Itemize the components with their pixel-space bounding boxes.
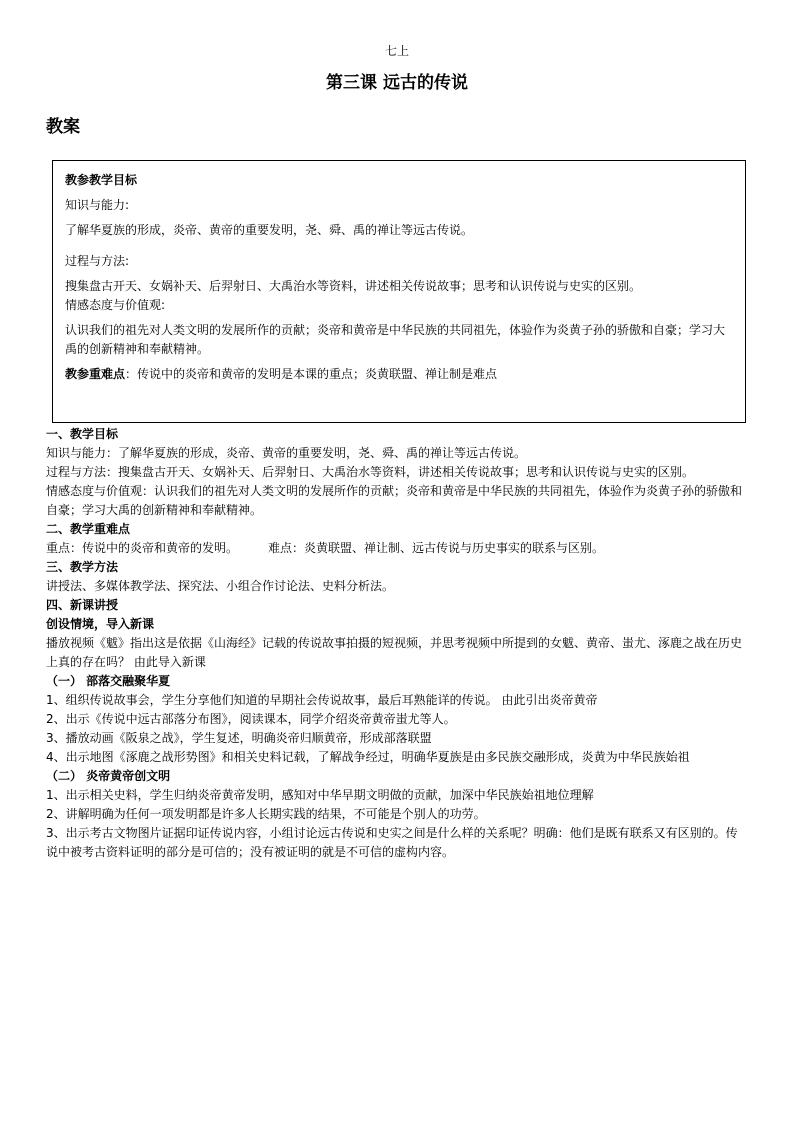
box-knowledge-label: 知识与能力: <box>65 198 130 212</box>
part2-item-1: 1、出示相关史料，学生归纳炎帝黄帝发明，感知对中华早期文明做的贡献，加深中华民族始祖地位理解 <box>46 788 594 802</box>
lesson-content <box>46 425 749 862</box>
key-point: 重点：传说中的炎帝和黄帝的发明。 <box>46 541 239 555</box>
part2-item-2: 2、讲解明确为任何一项发明都是许多人长期实践的结果，不可能是个别人的功劳。 <box>46 807 486 821</box>
box-knowledge-text: 了解华夏族的形成，炎帝、黄帝的重要发明，尧、舜、禹的禅让等远古传说。 <box>65 223 474 237</box>
section-key-points-title: 二、教学重难点 <box>46 522 131 536</box>
part1-item-2: 2、出示《传说中远古部落分布图》，阅读课本，同学介绍炎帝黄帝蚩尤等人。 <box>46 712 456 726</box>
box-process-label: 过程与方法: <box>65 254 130 268</box>
box-key-label: 教参重难点 <box>65 367 126 381</box>
document-type-heading: 教案 <box>46 117 80 137</box>
section-objectives-title: 一、教学目标 <box>46 427 119 441</box>
box-emotion-label: 情感态度与价值观: <box>65 298 166 312</box>
part1-item-3: 3、播放动画《阪泉之战》，学生复述，明确炎帝归顺黄帝，形成部落联盟 <box>46 731 432 745</box>
key-points-line <box>46 539 749 558</box>
section-new-lesson-title: 四、新课讲授 <box>46 598 119 612</box>
part1-item-4: 4、出示地图《涿鹿之战形势图》和相关史料记载，了解战争经过，明确华夏族是由多民族交融形成，炎黄为中华民族始祖 <box>46 750 690 764</box>
part1-title: （一） 部落交融聚华夏 <box>46 674 171 688</box>
box-process-text: 搜集盘古开天、女娲补天、后羿射日、大禹治水等资料，讲述相关传说故事；思考和认识传说与史实的区别。 <box>65 279 642 293</box>
box-key-points <box>65 365 733 384</box>
reference-objectives-box <box>52 160 746 423</box>
box-key-text: ：传说中的炎帝和黄帝的发明是本课的重点；炎黄联盟、禅让制是难点 <box>125 367 498 381</box>
section-methods-title: 三、教学方法 <box>46 560 119 574</box>
grade-label: 七上 <box>384 44 409 58</box>
box-heading: 教参教学目标 <box>65 173 138 187</box>
part1-item-1: 1、组织传说故事会，学生分享他们知道的早期社会传说故事，最后耳熟能详的传说。 由此引出炎帝黄帝 <box>46 693 598 707</box>
intro-title: 创设情境，导入新课 <box>46 617 155 631</box>
objective-process: 过程与方法：搜集盘古开天、女娲补天、后羿射日、大禹治水等资料，讲述相关传说故事；思考和认识传说与史实的区别。 <box>46 465 695 479</box>
objective-knowledge: 知识与能力：了解华夏族的形成，炎帝、黄帝的重要发明，尧、舜、禹的禅让等远古传说。 <box>46 446 527 460</box>
difficult-point: 难点：炎黄联盟、禅让制、远古传说与历史事实的联系与区别。 <box>268 541 605 555</box>
intro-text: 播放视频《魃》指出这是依据《山海经》记载的传说故事拍摄的短视频，并思考视频中所提到的女魃、黄帝、蚩尤、涿鹿之战在历史上真的存在吗？ 由此导入新课 <box>46 636 743 669</box>
lesson-title: 第三课 远古的传说 <box>326 73 468 93</box>
methods-text: 讲授法、多媒体教学法、探究法、小组合作讨论法、史料分析法。 <box>46 579 395 593</box>
part2-item-3: 3、出示考古文物图片证据印证传说内容，小组讨论远古传说和史实之间是什么样的关系呢？明确：他们是既有联系又有区别的。传说中被考古资料证明的部分是可信的；没有被证明的就是不可信的虚构内容。 <box>46 826 738 859</box>
objective-emotion: 情感态度与价值观：认识我们的祖先对人类文明的发展所作的贡献；炎帝和黄帝是中华民族的共同祖先，体验作为炎黄子孙的骄傲和自豪；学习大禹的创新精神和奉献精神。 <box>46 484 743 517</box>
box-emotion-text: 认识我们的祖先对人类文明的发展所作的贡献；炎帝和黄帝是中华民族的共同祖先，体验作为炎黄子孙的骄傲和自豪；学习大禹的创新精神和奉献精神。 <box>65 323 726 356</box>
part2-title: （二） 炎帝黄帝创文明 <box>46 769 171 783</box>
